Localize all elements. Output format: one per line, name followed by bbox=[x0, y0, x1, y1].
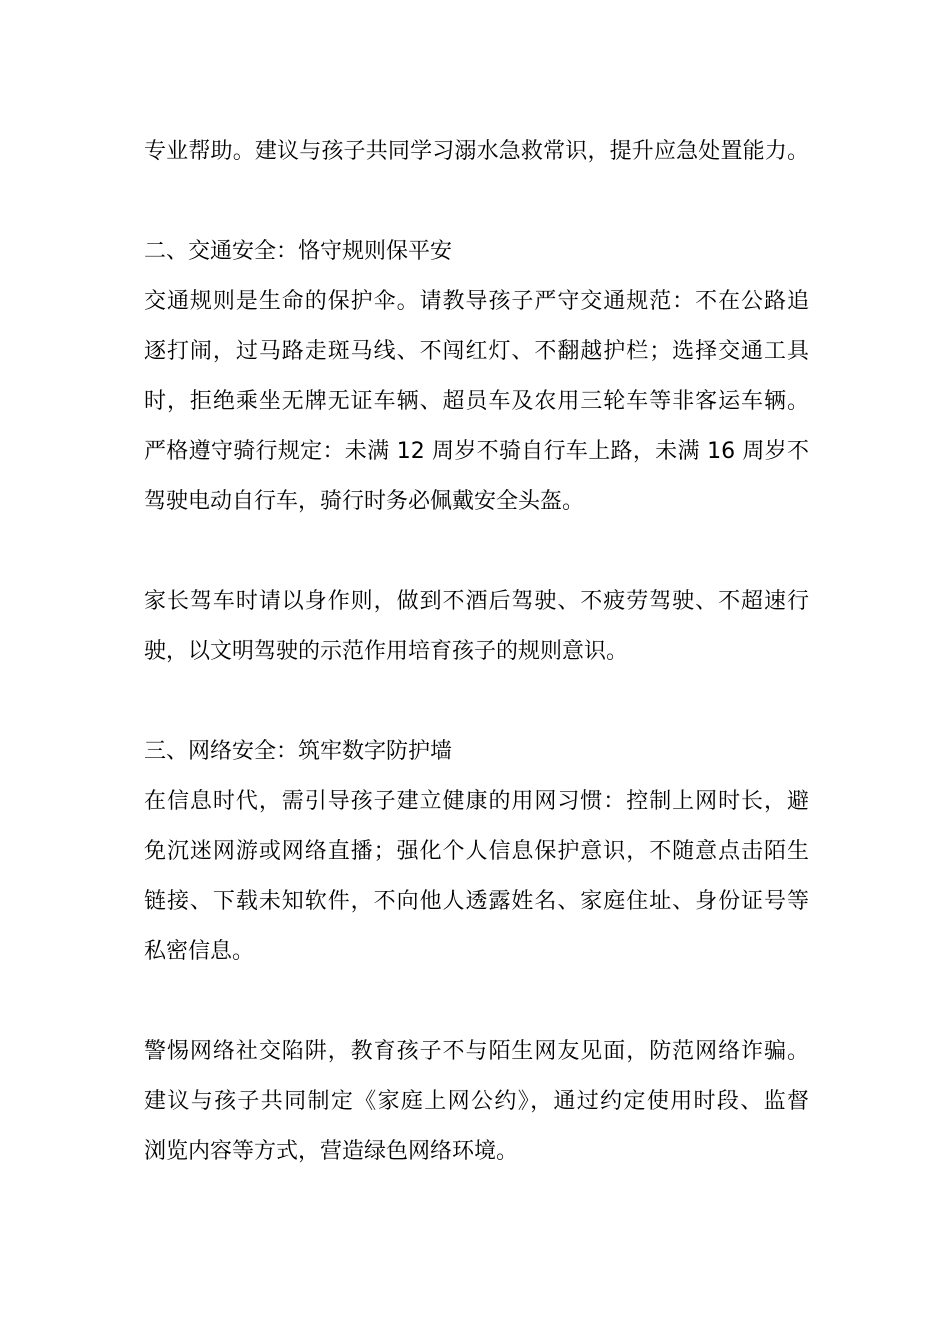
section-heading-traffic: 二、交通安全：恪守规则保平安 bbox=[144, 239, 453, 264]
paragraph-line: 浏览内容等方式，营造绿色网络环境。 bbox=[144, 1139, 519, 1164]
section-heading-network: 三、网络安全：筑牢数字防护墙 bbox=[144, 739, 453, 764]
paragraph-line: 驾驶电动自行车，骑行时务必佩戴安全头盔。 bbox=[144, 489, 585, 514]
paragraph-line: 专业帮助。建议与孩子共同学习溺水急救常识，提升应急处置能力。 bbox=[144, 139, 809, 164]
paragraph-line: 建议与孩子共同制定《家庭上网公约》，通过约定使用时段、监督 bbox=[144, 1089, 809, 1114]
paragraph-line: 链接、下载未知软件，不向他人透露姓名、家庭住址、身份证号等 bbox=[144, 889, 809, 914]
paragraph-line: 驶，以文明驾驶的示范作用培育孩子的规则意识。 bbox=[144, 639, 629, 664]
paragraph-line: 免沉迷网游或网络直播；强化个人信息保护意识，不随意点击陌生 bbox=[144, 839, 809, 864]
paragraph-line: 私密信息。 bbox=[144, 939, 255, 964]
paragraph-line: 家长驾车时请以身作则，做到不酒后驾驶、不疲劳驾驶、不超速行 bbox=[144, 589, 809, 614]
paragraph-line: 逐打闹，过马路走斑马线、不闯红灯、不翻越护栏；选择交通工具 bbox=[144, 339, 809, 364]
paragraph-line: 交通规则是生命的保护伞。请教导孩子严守交通规范：不在公路追 bbox=[144, 289, 809, 314]
paragraph-line: 在信息时代，需引导孩子建立健康的用网习惯：控制上网时长，避 bbox=[144, 789, 809, 814]
paragraph-line: 时，拒绝乘坐无牌无证车辆、超员车及农用三轮车等非客运车辆。 bbox=[144, 389, 809, 414]
paragraph-line: 警惕网络社交陷阱，教育孩子不与陌生网友见面，防范网络诈骗。 bbox=[144, 1039, 809, 1064]
paragraph-line: 严格遵守骑行规定：未满 12 周岁不骑自行车上路，未满 16 周岁不 bbox=[144, 439, 809, 464]
